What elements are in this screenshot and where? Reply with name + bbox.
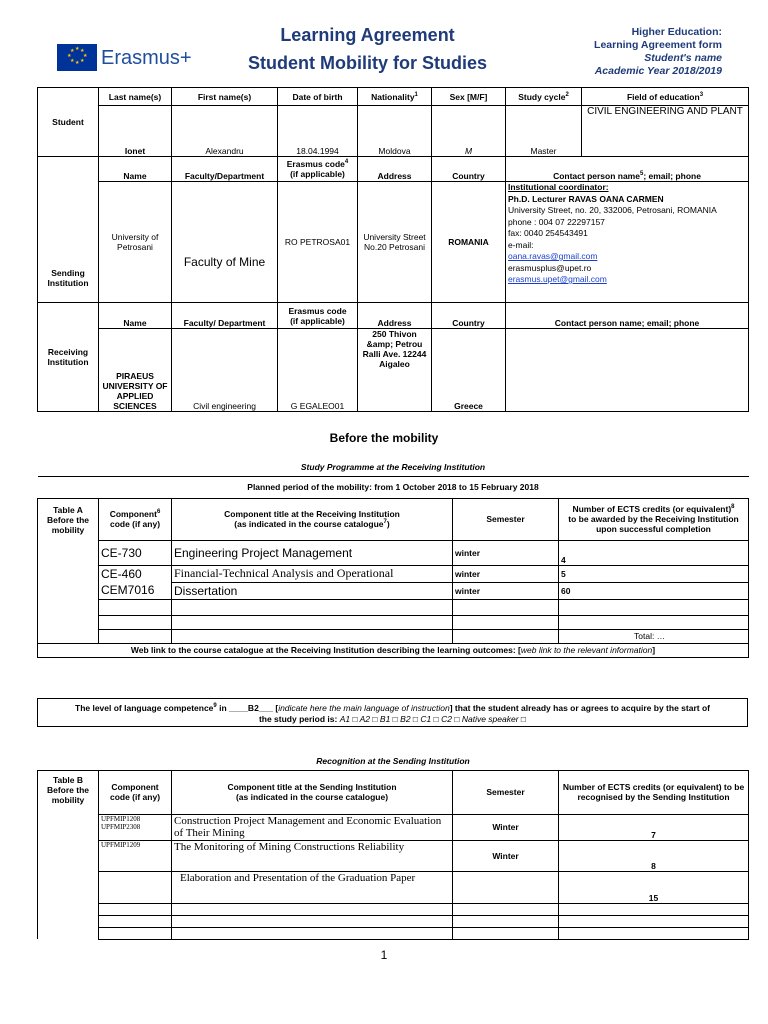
email-link-2[interactable]: erasmus.upet@gmail.com bbox=[508, 274, 607, 284]
logo-text: Erasmus+ bbox=[101, 47, 192, 69]
sending-contact: Institutional coordinator: Ph.D. Lecturer RAVAS OANA CARMEN University Street, no. 20, 332006, Petrosani, ROMANIA phone : 004 07 22297157 fax: 0040 254543491 e-mail: oana.ravas@gmail.com erasmusplus@upet.ro erasmus.upet@gmail.com bbox=[506, 182, 749, 303]
student-field: CIVIL ENGINEERING AND PLANT bbox=[582, 106, 749, 157]
receiving-erasmus: G EGALEO01 bbox=[278, 329, 358, 412]
table-row: UPFMIP1209 The Monitoring of Mining Constructions Reliability Winter 8 bbox=[38, 840, 749, 871]
total-label: Total: … bbox=[559, 629, 749, 643]
receiving-label: Receiving Institution bbox=[38, 303, 99, 412]
student-last-name: Ionet bbox=[99, 106, 172, 157]
sending-label: Sending Institution bbox=[38, 157, 99, 303]
table-row: CEM7016 Dissertation winter 60 bbox=[38, 582, 749, 599]
header-right: Higher Education: Learning Agreement form Student's name Academic Year 2018/2019 bbox=[594, 26, 722, 77]
receiving-name: PIRAEUS UNIVERSITY OF APPLIED SCIENCES bbox=[99, 329, 172, 412]
email-link-1[interactable]: oana.ravas@gmail.com bbox=[508, 251, 598, 261]
table-a: Study Programme at the Receiving Institution Planned period of the mobility: from 1 October 2018 to 15 February 2018 Table A Before the mobility Component$^6$ code (if any) Component title at the Receiving Institution (as indicated in the course catalogue$^7$) Semester Number of ECTS credits (or equivalent)$^8$ to be awarded by the Receiving Institution upon successful completion CE-730 Engineering Project Management winter 4 CE-460 Financial-Technical Analysis and Operational winter 5 CEM7016 Dissertation winter 60 Total: … Web link to the course catalogue at the Receiving Institution describing the learning outcomes: [web link to the relevant information] bbox=[37, 458, 749, 658]
erasmus-logo bbox=[57, 44, 192, 71]
sending-erasmus: RO PETROSA01 bbox=[278, 182, 358, 303]
student-first-name: Alexandru bbox=[172, 106, 278, 157]
table-a-label: Table A Before the mobility bbox=[38, 498, 99, 643]
table-row: UPFMIP1208 UPFMIP2308 Construction Project Management and Economic Evaluation of Their Mining Winter 7 bbox=[38, 814, 749, 840]
title-line-1: Learning Agreement bbox=[280, 25, 455, 45]
weblink[interactable]: web link to the relevant information bbox=[520, 645, 653, 655]
table-b-label: Table B Before the mobility bbox=[38, 770, 99, 939]
sending-country: ROMANIA bbox=[432, 182, 506, 303]
title-line-2: Student Mobility for Studies bbox=[248, 53, 487, 73]
table-row: CE-730 Engineering Project Management winter 4 bbox=[38, 540, 749, 565]
table-row: Elaboration and Presentation of the Graduation Paper 15 bbox=[38, 871, 749, 903]
student-sex: M bbox=[432, 106, 506, 157]
student-cycle: Master bbox=[506, 106, 582, 157]
student-dob: 18.04.1994 bbox=[278, 106, 358, 157]
sending-address: University Street No.20 Petrosani bbox=[358, 182, 432, 303]
weblink-row: Web link to the course catalogue at the Receiving Institution describing the learning outcomes: [web link to the relevant information] bbox=[38, 643, 749, 657]
receiving-faculty: Civil engineering bbox=[172, 329, 278, 412]
table-b: Recognition at the Sending Institution Table B Before the mobility Component code (if any) Component title at the Sending Institution (as indicated in the course catalogue) Semester Number of ECTS credits (or equivalent) to be recognised by the Sending Institution UPFMIP1208 UPFMIP2308 Construction Project Management and Economic Evaluation of Their Mining Winter 7 UPFMIP1209 The Monitoring of Mining Constructions Reliability Winter 8 Elaboration and Presentation of the Graduation Paper 15 bbox=[37, 752, 749, 940]
language-box: The level of language competence$^9$ in ____B2___ [indicate here the main language of instruction] that the student already has or agrees to acquire by the start of the study period is: A1 □ A2 □ B1 □ B2 □ C1 □ C2 □ Native speaker □ bbox=[37, 698, 748, 727]
receiving-country: Greece bbox=[432, 329, 506, 412]
page-number: 1 bbox=[380, 948, 388, 962]
identity-table: Student Last name(s) First name(s) Date of birth Nationality$^1$ Sex [M/F] Study cycle$^2$ Field of education$^3$ Ionet Alexandru 18.04.1994 Moldova M Master CIVIL ENGINEERING AND PLANT Sending Institution Name Faculty/Department Erasmus code$^4$ (if applicable) Address Country Contact person name$^5$; email; phone University of Petrosani Faculty of Mine RO PETROSA01 University Street No.20 Petrosani ROMANIA Institutional coordinator: Ph.D. Lecturer RAVAS OANA CARMEN University Street, no. 20, 332006, Petrosani, ROMANIA phone : 004 07 22297157 fax: 0040 254543491 e-mail: oana.ravas@gmail.com erasmusplus@upet.ro erasmus.upet@gmail.com Receiving Institution Name Faculty/ Department Erasmus code (if applicable) Address Country Contact person name; email; phone PIRAEUS UNIVERSITY OF APPLIED SCIENCES Civil engineering G EGALEO01 250 Thivon &amp; Petrou Ralli Ave. 12244 Aigaleo Greece bbox=[37, 87, 749, 412]
eu-flag-icon: ★ ★ ★ ★ ★ ★ ★ ★ bbox=[57, 44, 97, 71]
sending-name: University of Petrosani bbox=[99, 182, 172, 303]
table-row: CE-460 Financial-Technical Analysis and Operational winter 5 bbox=[38, 565, 749, 582]
student-label: Student bbox=[38, 88, 99, 157]
receiving-address: 250 Thivon &amp; Petrou Ralli Ave. 12244 Aigaleo bbox=[358, 329, 432, 412]
student-nationality: Moldova bbox=[358, 106, 432, 157]
sending-faculty: Faculty of Mine bbox=[172, 182, 278, 303]
before-mobility-heading: Before the mobility bbox=[329, 431, 439, 445]
